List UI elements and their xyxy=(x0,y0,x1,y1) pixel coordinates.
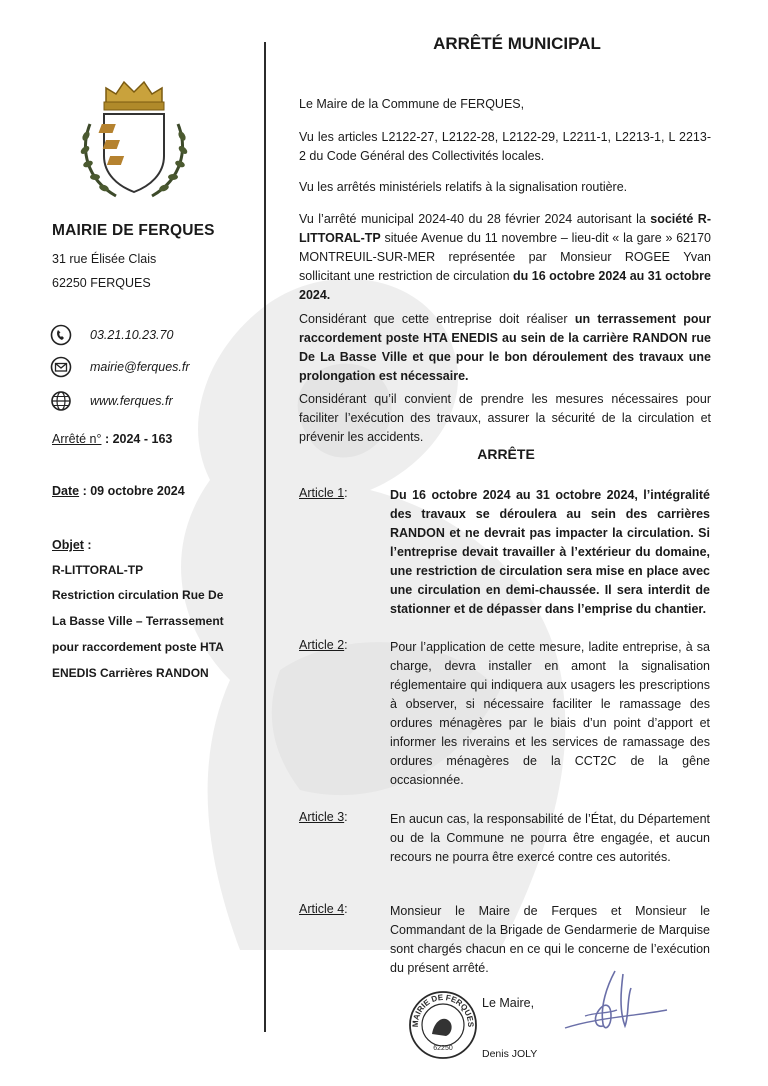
objet-colon: : xyxy=(83,538,92,552)
article-1-label: Article 1: xyxy=(299,486,348,500)
arrete-heading: ARRÊTE xyxy=(477,446,535,462)
signatory-name: Denis JOLY xyxy=(482,1048,538,1060)
objet-line: ENEDIS Carrières RANDON xyxy=(52,666,209,680)
address-city: 62250 FERQUES xyxy=(52,276,151,290)
seal-code: 62250 xyxy=(433,1045,453,1052)
considerant-paragraph-2: Considérant qu’il convient de prendre les mesures nécessaires pour faciliter l’exécution des travaux, assurer la sécurité de la circulation et prévenir les accidents. xyxy=(299,392,711,444)
arrete-date xyxy=(52,484,185,498)
article-2-text: Pour l’application de cette mesure, ladite entreprise, à sa charge, devra installer en amont la signalisation réglementaire qui indiquera aux usagers les prescriptions à observer, si nécessaire faciliter le ramassage des ordures ménagères par le biais d’un point d’apport et informer les riverains et les services de ramassage des ordures ménagères de la CCT2C de la gêne occasionnée. xyxy=(390,640,710,787)
vu-arrete-municipal-paragraph: Vu l’arrêté municipal 2024-40 du 28 février 2024 autorisant la société R-LITTORAL-TP située Avenue du 11 novembre – lieu-dit « la gare » 62170 MONTREUIL-SUR-MER représentée par Monsieur ROGEE Yvan sollicitant une restriction de circulation du 16 octobre 2024 au 31 octobre 2024. xyxy=(299,212,711,302)
date-value: : 09 octobre 2024 xyxy=(79,484,185,498)
mail-icon xyxy=(50,356,72,378)
article-2-label: Article 2: xyxy=(299,638,348,652)
arrete-number-value: : 2024 - 163 xyxy=(101,432,173,446)
contact-website xyxy=(50,390,173,412)
arrete-number-label: Arrêté n° xyxy=(52,432,102,446)
contact-phone xyxy=(50,324,173,346)
considerant-paragraph-1: Considérant que cette entreprise doit réaliser un terrassement pour raccordement poste HTA ENEDIS au sein de la carrière RANDON rue De La Basse Ville et que pour le bon déroulement des travaux une prolongation est nécessaire. xyxy=(299,312,711,383)
website-url[interactable]: www.ferques.fr xyxy=(90,394,173,408)
vu-arretes-paragraph: Vu les arrêtés ministériels relatifs à la signalisation routière. xyxy=(299,180,628,194)
mairie-name: MAIRIE DE FERQUES xyxy=(52,222,215,239)
arrete-number xyxy=(52,432,172,446)
objet-line: pour raccordement poste HTA xyxy=(52,640,224,654)
contact-email xyxy=(50,356,190,378)
email-address[interactable]: mairie@ferques.fr xyxy=(90,360,190,374)
objet-label: Objet xyxy=(52,538,84,552)
coat-of-arms-logo xyxy=(76,74,192,204)
article-4-label: Article 4: xyxy=(299,902,348,916)
address-street: 31 rue Élisée Clais xyxy=(52,252,157,266)
seal-text: MAIRIE DE FERQUES xyxy=(410,992,476,1028)
objet-line: Restriction circulation Rue De xyxy=(52,588,224,602)
article-1-text: Du 16 octobre 2024 au 31 octobre 2024, l’intégralité des travaux se déroulera au sein des carrières RANDON et ne devrait pas impacter la circulation. Si l’entreprise devait travailler à l’extérieur du domaine, une restriction de circulation sera mise en place avec une circulation en demi-chaussée. Il sera interdit de stationner et de dépasser dans l’emprise du chantier. xyxy=(390,488,710,616)
article-4-text: Monsieur le Maire de Ferques et Monsieur le Commandant de la Brigade de Gendarmerie de Marquise sont chargés chacun en ce qui le concerne de l’exécution du présent arrêté. xyxy=(390,904,710,975)
document-title: ARRÊTÉ MUNICIPAL xyxy=(433,34,601,53)
column-divider xyxy=(264,42,266,1032)
article-3-label: Article 3: xyxy=(299,810,348,824)
objet-line: R-LITTORAL-TP xyxy=(52,563,144,577)
objet-heading xyxy=(52,538,92,552)
signatory-role: Le Maire, xyxy=(482,996,535,1010)
intro-paragraph: Le Maire de la Commune de FERQUES, xyxy=(299,97,525,111)
vu-articles-paragraph: Vu les articles L2122-27, L2122-28, L2122-29, L2211-1, L2213-1, L 2213-2 du Code Général des Collectivités locales. xyxy=(299,130,711,163)
article-3-text: En aucun cas, la responsabilité de l’État, du Département ou de la Commune ne pourra être engagée, et aucun recours ne pourra être exercé contre ces autorités. xyxy=(390,812,710,864)
handwritten-signature xyxy=(545,966,670,1041)
globe-icon xyxy=(50,390,72,412)
phone-number: 03.21.10.23.70 xyxy=(90,328,174,342)
mairie-seal-stamp xyxy=(408,990,478,1060)
objet-line: La Basse Ville – Terrassement xyxy=(52,614,224,628)
date-label: Date xyxy=(52,484,80,498)
phone-icon xyxy=(50,324,72,346)
